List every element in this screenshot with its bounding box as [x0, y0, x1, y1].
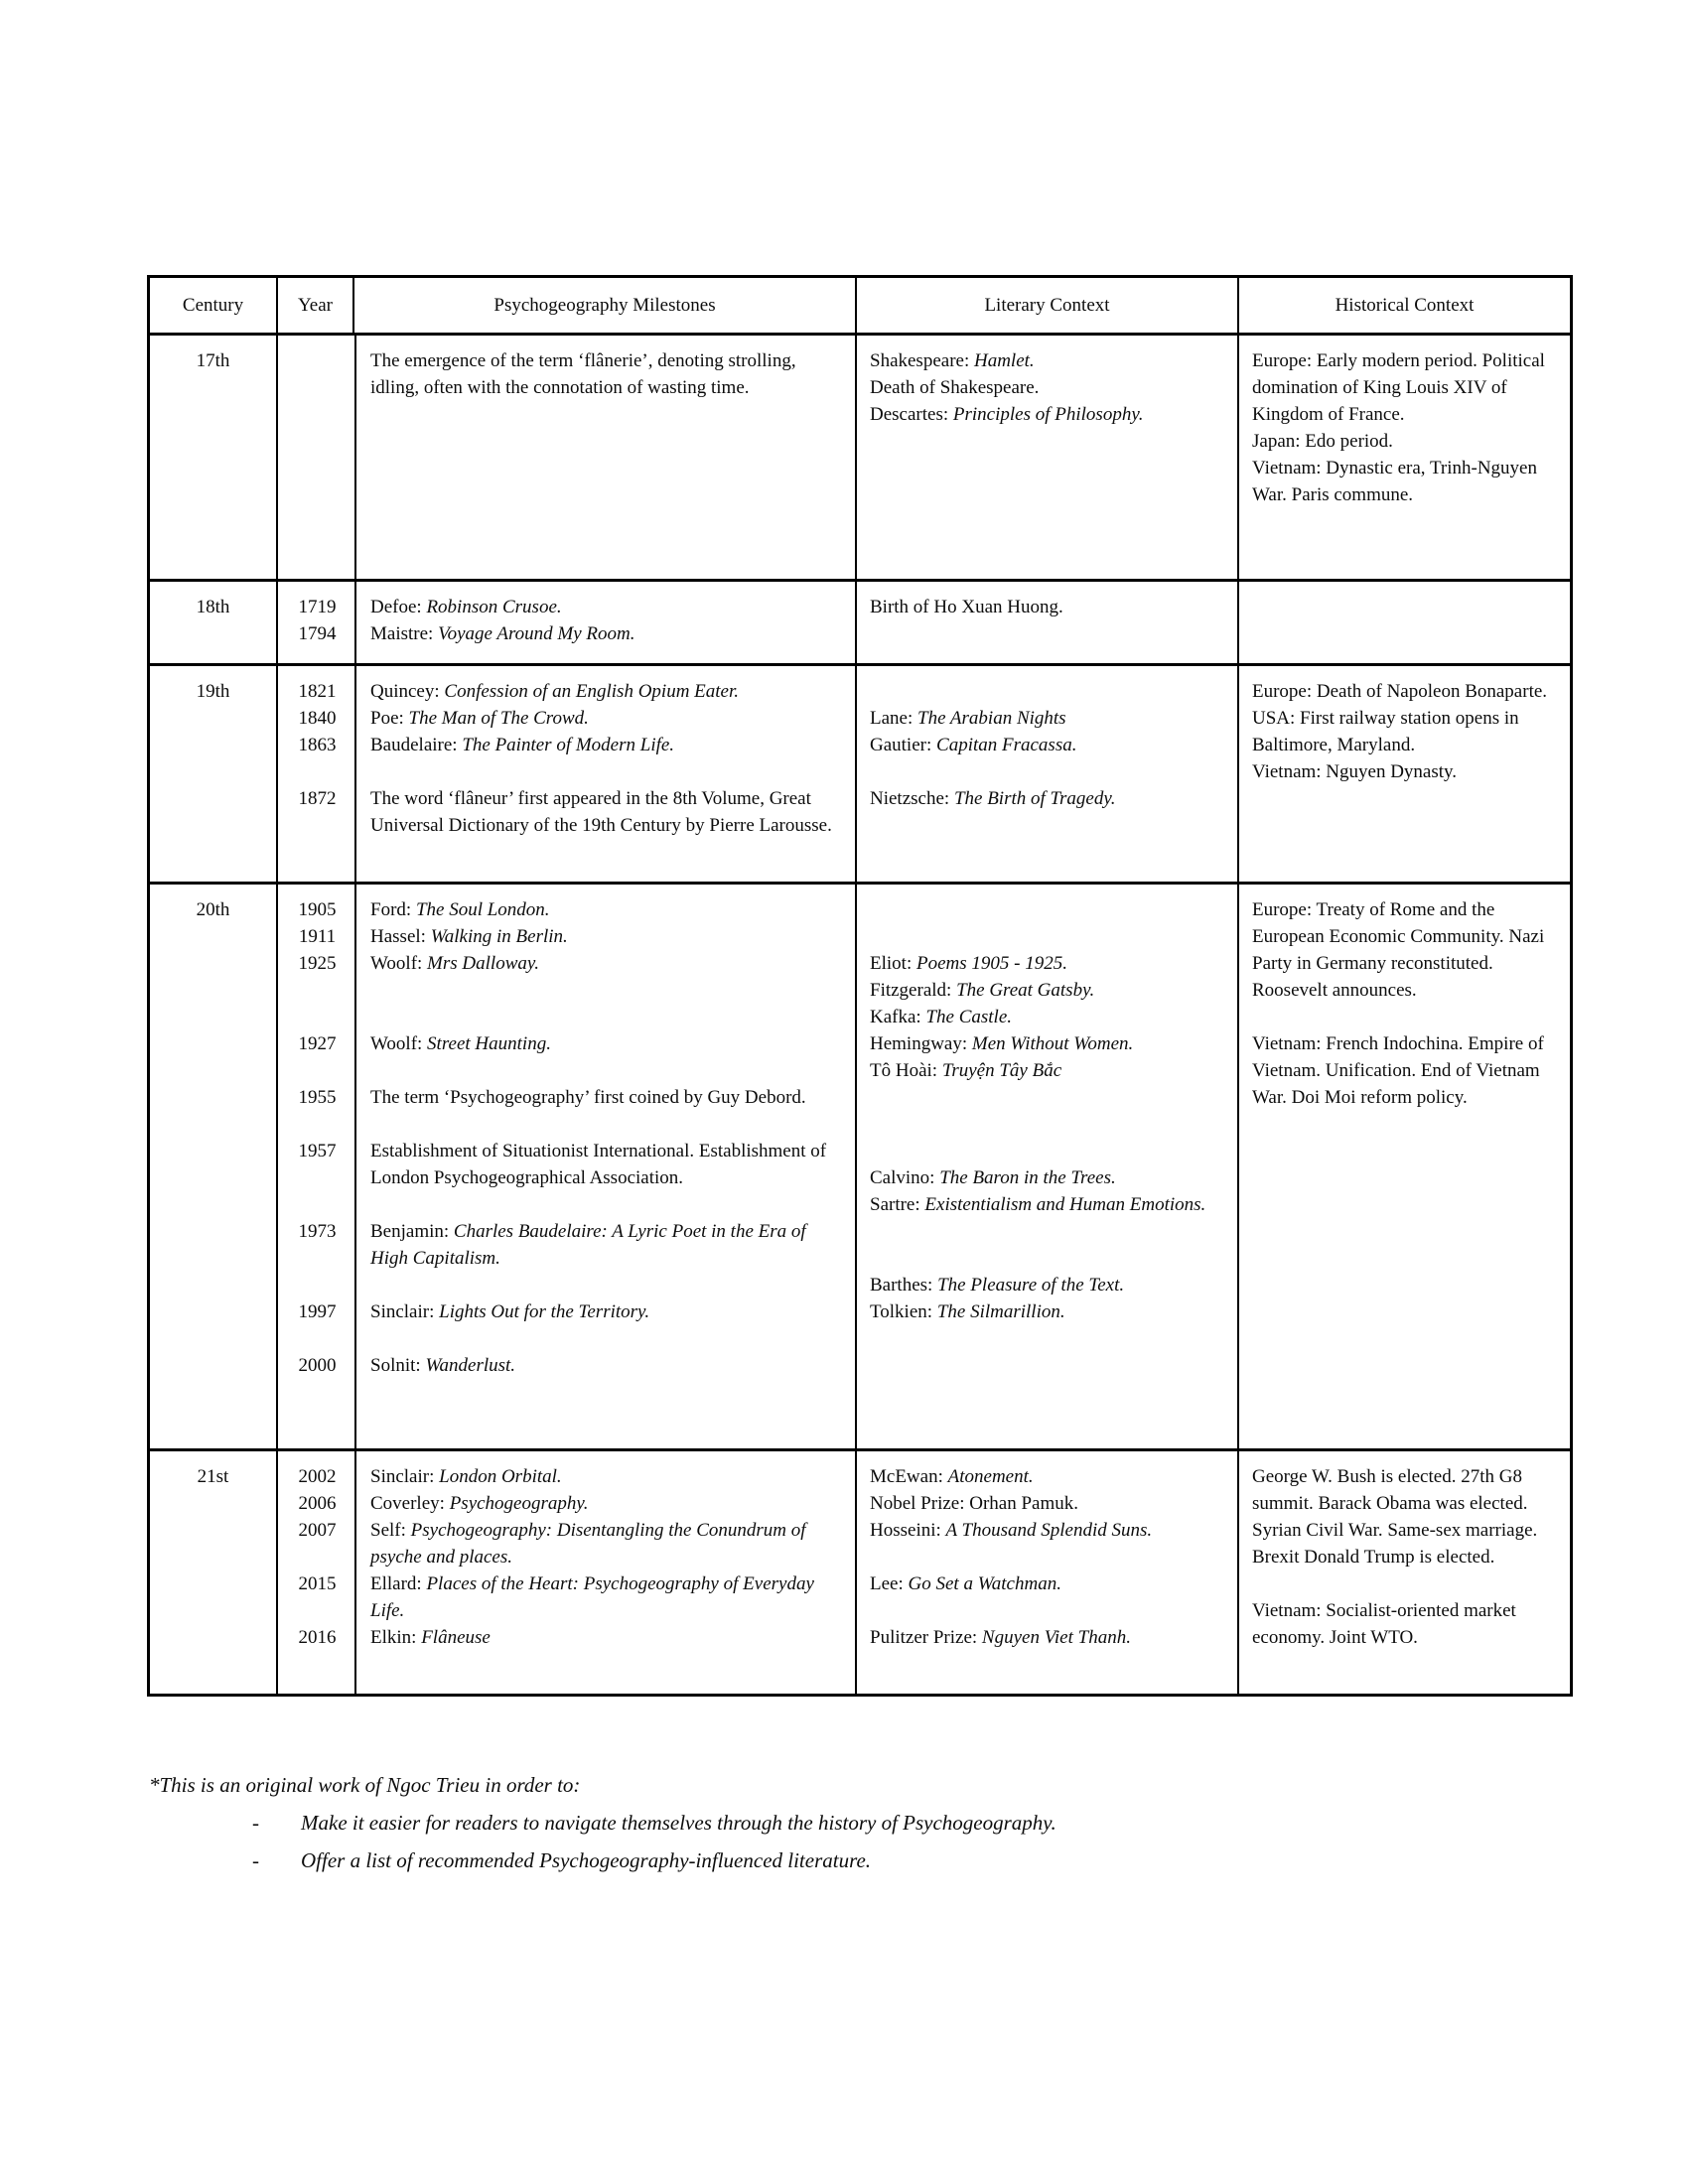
year-label: 1840: [298, 708, 337, 729]
milestone-entry: [278, 1352, 855, 1379]
milestone-entry: [278, 620, 855, 647]
title-italic-text: The Man of The Crowd.: [408, 708, 589, 729]
plain-text: Tolkien:: [870, 1301, 937, 1322]
milestone-text: [356, 347, 855, 401]
plain-text: Self:: [370, 1520, 411, 1541]
column-header: Century: [150, 278, 278, 336]
plain-text: Sinclair:: [370, 1466, 440, 1487]
milestone-entry: [278, 1084, 855, 1111]
milestone-text: [356, 785, 855, 839]
title-italic-text: The Pleasure of the Text.: [937, 1275, 1125, 1296]
title-italic-text: Nguyen Viet Thanh.: [981, 1627, 1131, 1648]
milestone-text: [356, 1517, 855, 1570]
footnote-bullet-text: Offer a list of recommended Psychogeography-influenced literature.: [301, 1848, 872, 1872]
literary-paragraph: [870, 1298, 1221, 1325]
plain-text: Hassel:: [370, 926, 431, 947]
plain-text: Woolf:: [370, 953, 428, 974]
historical-paragraph: [1252, 1030, 1554, 1111]
plain-text: Lee:: [870, 1573, 909, 1594]
literary-context-cell: [857, 336, 1239, 582]
literary-paragraph: [870, 785, 1221, 812]
plain-text: McEwan:: [870, 1466, 948, 1487]
literary-paragraph: [870, 1057, 1221, 1084]
year-label: 1973: [298, 1221, 337, 1242]
historical-paragraph: [1252, 1597, 1554, 1651]
year-label: 1719: [298, 597, 337, 617]
footnote: [149, 1766, 1489, 1879]
milestone-text: [356, 1138, 855, 1191]
year-milestones-cell: [278, 666, 857, 885]
milestone-text: [356, 896, 855, 923]
plain-text: The emergence of the term ‘flânerie’, denoting strolling, idling, often with the connotation of wasting time.: [370, 350, 796, 398]
milestone-entry: [278, 1463, 855, 1490]
literary-paragraph: [870, 977, 1221, 1004]
footnote-bullet: [149, 1842, 1489, 1879]
literary-paragraph: [870, 1030, 1221, 1057]
plain-text: Nobel Prize: Orhan Pamuk.: [870, 1493, 1079, 1514]
title-italic-text: Lights Out for the Territory.: [439, 1301, 650, 1322]
milestone-text: [356, 923, 855, 950]
title-italic-text: The Castle.: [925, 1007, 1013, 1027]
plain-text: Descartes:: [870, 404, 953, 425]
literary-paragraph: [870, 1517, 1221, 1544]
plain-text: Birth of Ho Xuan Huong.: [870, 597, 1063, 617]
historical-paragraph: [1252, 678, 1554, 705]
historical-context-cell: [1239, 666, 1570, 885]
historical-context-cell: [1239, 885, 1570, 1451]
title-italic-text: Poems 1905 - 1925.: [915, 953, 1067, 974]
year-label: 2002: [298, 1466, 337, 1487]
literary-paragraph: [870, 950, 1221, 977]
historical-context-cell: [1239, 582, 1570, 666]
plain-text: Poe:: [370, 708, 409, 729]
year-label: 1872: [298, 788, 337, 809]
literary-paragraph: [870, 1624, 1221, 1651]
plain-text: Tô Hoài:: [870, 1060, 942, 1081]
historical-paragraph: [1252, 705, 1554, 758]
milestone-text: [356, 732, 855, 758]
century-cell: 19th: [150, 666, 278, 885]
year-label: 1955: [298, 1087, 337, 1108]
title-italic-text: Hamlet.: [973, 350, 1035, 371]
year-label: 1911: [298, 926, 337, 947]
literary-paragraph: [870, 347, 1221, 374]
literary-context-cell: [857, 1451, 1239, 1694]
title-italic-text: Robinson Crusoe.: [426, 597, 562, 617]
plain-text: Elkin:: [370, 1627, 422, 1648]
historical-paragraph: [1252, 455, 1554, 508]
title-italic-text: Mrs Dalloway.: [427, 953, 539, 974]
footnote-intro: *This is an original work of Ngoc Trieu in order to:: [149, 1773, 581, 1797]
milestone-text: [356, 705, 855, 732]
year-label: 1863: [298, 735, 337, 755]
plain-text: Maistre:: [370, 623, 439, 644]
milestone-entry: [278, 1030, 855, 1057]
plain-text: Establishment of Situationist International. Establishment of London Psychogeographical Association.: [370, 1141, 827, 1188]
year-label: 1821: [298, 681, 337, 702]
title-italic-text: The Baron in the Trees.: [939, 1167, 1116, 1188]
plain-text: Hosseini:: [870, 1520, 946, 1541]
year-label: 1925: [298, 953, 337, 974]
milestone-entry: [278, 678, 855, 705]
century-cell: 18th: [150, 582, 278, 666]
milestone-text: [356, 1463, 855, 1490]
plain-text: Baudelaire:: [370, 735, 463, 755]
plain-text: George W. Bush is elected. 27th G8 summit. Barack Obama was elected. Syrian Civil War. Same-sex marriage. Brexit Donald Trump is elected.: [1252, 1466, 1538, 1568]
milestone-entry: [278, 785, 855, 839]
title-italic-text: Principles of Philosophy.: [952, 404, 1144, 425]
year-milestones-cell: [278, 1451, 857, 1694]
milestone-entry: [278, 896, 855, 923]
literary-paragraph: [870, 705, 1221, 732]
plain-text: Death of Shakespeare.: [870, 377, 1040, 398]
plain-text: Sinclair:: [370, 1301, 440, 1322]
year-label: 2015: [298, 1573, 337, 1594]
year-label: 1927: [298, 1033, 337, 1054]
plain-text: Benjamin:: [370, 1221, 454, 1242]
milestone-text: [356, 1570, 855, 1624]
century-cell: 21st: [150, 1451, 278, 1694]
plain-text: Quincey:: [370, 681, 445, 702]
milestone-entry: [278, 1298, 855, 1325]
title-italic-text: Street Haunting.: [427, 1033, 551, 1054]
plain-text: Vietnam: Socialist-oriented market economy. Joint WTO.: [1252, 1600, 1516, 1648]
title-italic-text: Men Without Women.: [971, 1033, 1134, 1054]
literary-paragraph: [870, 594, 1221, 620]
year-label: 2006: [298, 1493, 337, 1514]
milestone-entry: [278, 732, 855, 758]
title-italic-text: The Birth of Tragedy.: [953, 788, 1116, 809]
title-italic-text: London Orbital.: [439, 1466, 562, 1487]
column-header: Literary Context: [857, 278, 1239, 336]
plain-text: Solnit:: [370, 1355, 426, 1376]
plain-text: Europe: Early modern period. Political domination of King Louis XIV of Kingdom of France.: [1252, 350, 1545, 425]
historical-context-cell: [1239, 336, 1570, 582]
plain-text: USA: First railway station opens in Baltimore, Maryland.: [1252, 708, 1519, 755]
plain-text: Hemingway:: [870, 1033, 972, 1054]
literary-paragraph: [870, 1164, 1221, 1191]
title-italic-text: Wanderlust.: [425, 1355, 516, 1376]
title-italic-text: Walking in Berlin.: [430, 926, 568, 947]
plain-text: The term ‘Psychogeography’ first coined by Guy Debord.: [370, 1087, 806, 1108]
milestone-text: [356, 1218, 855, 1272]
milestone-entry: [278, 1570, 855, 1624]
title-italic-text: Charles Baudelaire: A Lyric Poet in the Era of High Capitalism.: [370, 1221, 806, 1269]
title-italic-text: Truyện Tây Bắc: [941, 1060, 1062, 1081]
milestone-text: [356, 594, 855, 620]
plain-text: Ellard:: [370, 1573, 427, 1594]
title-italic-text: Flâneuse: [421, 1627, 491, 1648]
plain-text: Ford:: [370, 899, 416, 920]
year-label: 2000: [298, 1355, 337, 1376]
title-italic-text: Voyage Around My Room.: [438, 623, 635, 644]
plain-text: Japan: Edo period.: [1252, 431, 1393, 452]
milestone-entry: [278, 1490, 855, 1517]
title-italic-text: Confession of an English Opium Eater.: [444, 681, 740, 702]
plain-text: Fitzgerald:: [870, 980, 957, 1001]
plain-text: Vietnam: Nguyen Dynasty.: [1252, 761, 1458, 782]
milestone-text: [356, 1624, 855, 1651]
milestone-entry: [278, 1517, 855, 1570]
milestone-entry: [278, 594, 855, 620]
column-header: Historical Context: [1239, 278, 1570, 336]
milestone-text: [356, 678, 855, 705]
title-italic-text: Places of the Heart: Psychogeography of Everyday Life.: [370, 1573, 814, 1621]
milestone-text: [356, 620, 855, 647]
milestone-entry: [278, 923, 855, 950]
plain-text: Gautier:: [870, 735, 937, 755]
milestone-entry: [278, 347, 855, 401]
title-italic-text: Capitan Fracassa.: [936, 735, 1077, 755]
century-cell: 17th: [150, 336, 278, 582]
timeline-table: [147, 275, 1573, 1697]
milestone-text: [356, 950, 855, 977]
historical-paragraph: [1252, 347, 1554, 428]
literary-paragraph: [870, 374, 1221, 401]
milestone-text: [356, 1298, 855, 1325]
milestone-entry: [278, 1138, 855, 1191]
title-italic-text: The Silmarillion.: [936, 1301, 1065, 1322]
year-milestones-cell: [278, 582, 857, 666]
plain-text: Europe: Death of Napoleon Bonaparte.: [1252, 681, 1548, 702]
plain-text: Eliot:: [870, 953, 916, 974]
milestone-text: [356, 1084, 855, 1111]
milestone-entry: [278, 705, 855, 732]
year-label: 2016: [298, 1627, 337, 1648]
literary-context-cell: [857, 582, 1239, 666]
plain-text: Coverley:: [370, 1493, 450, 1514]
year-label: 1957: [298, 1141, 337, 1161]
historical-paragraph: [1252, 758, 1554, 785]
title-italic-text: Existentialism and Human Emotions.: [924, 1194, 1206, 1215]
plain-text: Calvino:: [870, 1167, 940, 1188]
title-italic-text: Psychogeography: Disentangling the Conundrum of psyche and places.: [370, 1520, 806, 1568]
plain-text: Vietnam: French Indochina. Empire of Vietnam. Unification. End of Vietnam War. Doi Moi reform policy.: [1252, 1033, 1544, 1108]
title-italic-text: The Great Gatsby.: [956, 980, 1095, 1001]
plain-text: Europe: Treaty of Rome and the European Economic Community. Nazi Party in Germany reconstituted. Roosevelt announces.: [1252, 899, 1545, 1001]
title-italic-text: The Soul London.: [415, 899, 550, 920]
milestone-entry: [278, 1624, 855, 1651]
literary-paragraph: [870, 1272, 1221, 1298]
title-italic-text: The Painter of Modern Life.: [462, 735, 675, 755]
plain-text: Vietnam: Dynastic era, Trinh-Nguyen War. Paris commune.: [1252, 458, 1537, 505]
milestone-text: [356, 1030, 855, 1057]
plain-text: Sartre:: [870, 1194, 925, 1215]
plain-text: Kafka:: [870, 1007, 926, 1027]
title-italic-text: A Thousand Splendid Suns.: [945, 1520, 1153, 1541]
milestone-text: [356, 1490, 855, 1517]
literary-paragraph: [870, 1570, 1221, 1597]
year-milestones-cell: [278, 336, 857, 582]
milestone-text: [356, 1352, 855, 1379]
title-italic-text: Psychogeography.: [449, 1493, 589, 1514]
bullet-dash: -: [252, 1848, 259, 1872]
historical-paragraph: [1252, 896, 1554, 1004]
year-label: 1997: [298, 1301, 337, 1322]
literary-paragraph: [870, 1490, 1221, 1517]
title-italic-text: Go Set a Watchman.: [908, 1573, 1061, 1594]
historical-paragraph: [1252, 428, 1554, 455]
literary-paragraph: [870, 1004, 1221, 1030]
title-italic-text: The Arabian Nights: [917, 708, 1066, 729]
milestone-entry: [278, 1218, 855, 1272]
plain-text: Pulitzer Prize:: [870, 1627, 982, 1648]
plain-text: Barthes:: [870, 1275, 938, 1296]
year-milestones-cell: [278, 885, 857, 1451]
title-italic-text: Atonement.: [947, 1466, 1034, 1487]
literary-paragraph: [870, 1463, 1221, 1490]
plain-text: The word ‘flâneur’ first appeared in the 8th Volume, Great Universal Dictionary of the 19th Century by Pierre Larousse.: [370, 788, 832, 836]
historical-paragraph: [1252, 1463, 1554, 1570]
plain-text: Woolf:: [370, 1033, 428, 1054]
plain-text: Defoe:: [370, 597, 427, 617]
year-label: 1905: [298, 899, 337, 920]
footnote-bullet-text: Make it easier for readers to navigate themselves through the history of Psychogeography.: [301, 1811, 1056, 1835]
century-cell: 20th: [150, 885, 278, 1451]
historical-context-cell: [1239, 1451, 1570, 1694]
plain-text: Lane:: [870, 708, 918, 729]
column-header: Year: [278, 278, 354, 336]
literary-paragraph: [870, 732, 1221, 758]
year-label: 2007: [298, 1520, 337, 1541]
literary-paragraph: [870, 401, 1221, 428]
year-label: 1794: [298, 623, 337, 644]
year-label: [278, 347, 356, 401]
literary-context-cell: [857, 666, 1239, 885]
milestone-entry: [278, 950, 855, 977]
literary-context-cell: [857, 885, 1239, 1451]
literary-paragraph: [870, 1191, 1221, 1218]
column-header: Psychogeography Milestones: [354, 278, 857, 336]
footnote-bullet: [149, 1804, 1489, 1842]
plain-text: Nietzsche:: [870, 788, 954, 809]
plain-text: Shakespeare:: [870, 350, 974, 371]
bullet-dash: -: [252, 1811, 259, 1835]
